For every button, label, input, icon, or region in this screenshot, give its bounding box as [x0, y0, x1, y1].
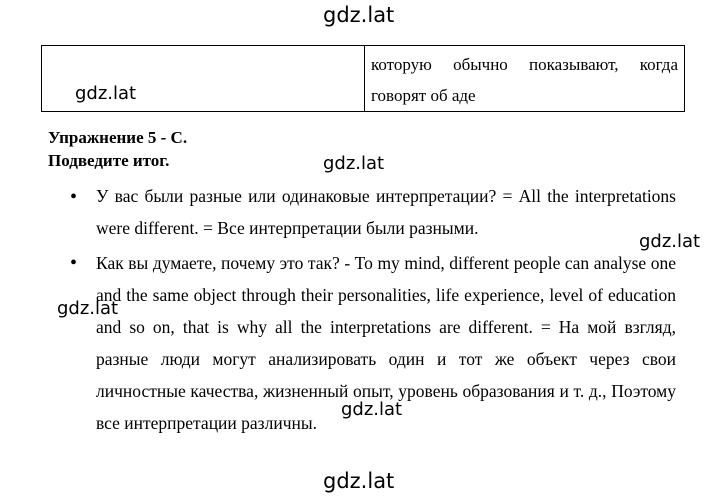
watermark-bottom: gdz.lat — [323, 469, 395, 493]
watermark-middle: gdz.lat — [323, 153, 385, 174]
exercise-subtitle: Подведите итог. — [48, 151, 170, 170]
bullet-marker: • — [70, 186, 78, 208]
watermark-top: gdz.lat — [323, 3, 395, 27]
exercise-title: Упражнение 5 - C. — [48, 128, 188, 147]
table-fragment — [41, 45, 685, 112]
answer-item-1: У вас были разные или одинаковые интерпретации? = All the interpretations were different. = Все интерпретации были разными. — [96, 186, 676, 238]
table-column-divider — [364, 46, 365, 111]
table-right-cell: которую обычно показывают, когда говорят об аде — [371, 55, 678, 105]
watermark-left: gdz.lat — [57, 298, 119, 319]
bullet-marker: • — [70, 252, 78, 274]
watermark-bottom-middle: gdz.lat — [341, 399, 403, 420]
watermark-table-cell: gdz.lat — [75, 83, 137, 104]
watermark-right: gdz.lat — [639, 231, 701, 252]
answer-item-2: Как вы думаете, почему это так? - To my mind, different people can analyse one and the same object through their personalities, life experience, level of education and so on, that is why all the interpretations are different. = На мой взгляд, разные люди могут анализировать один и тот же объект через свои личностные качества, жизненный опыт, уровень образования и т. д., Поэтому все интерпретации различны. — [96, 253, 676, 433]
